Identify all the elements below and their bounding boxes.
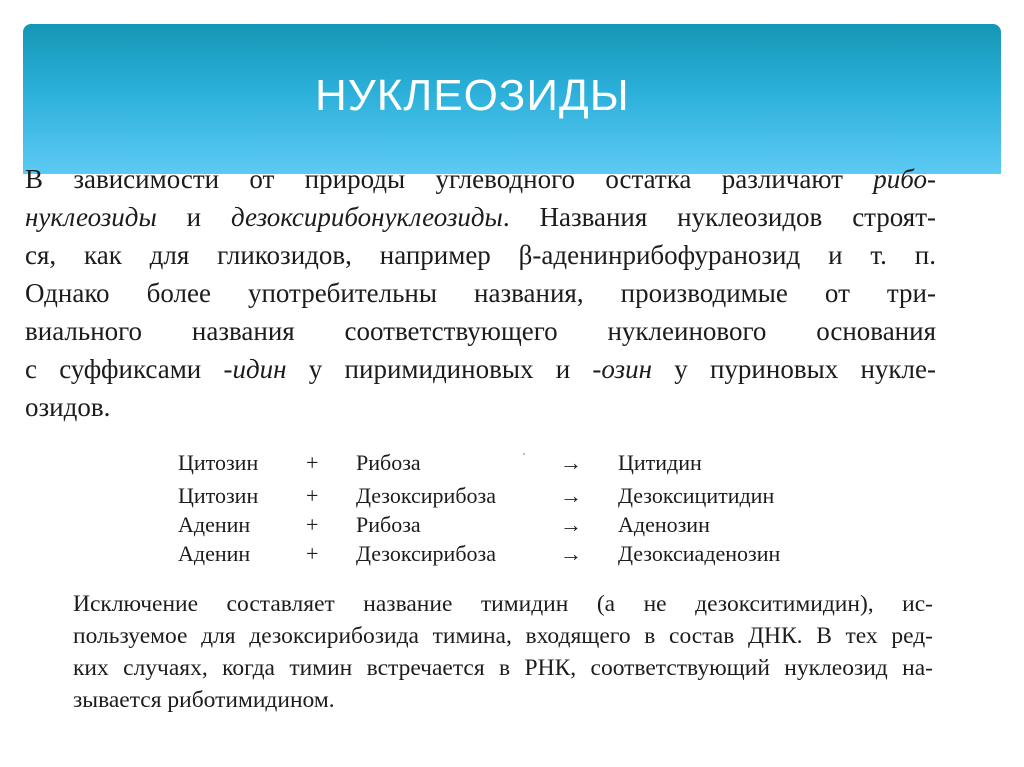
- paragraph-intro: [25, 160, 936, 426]
- paragraph-exception-line: зывается риботимидином.: [73, 687, 335, 713]
- reaction-product: Цитидин: [618, 450, 702, 475]
- reaction-plus: +: [306, 483, 319, 508]
- reaction-row: [178, 450, 818, 483]
- text-run: . Названия нуклеозидов строят-: [502, 202, 936, 232]
- reaction-arrow-icon: →: [560, 541, 582, 566]
- paragraph-intro-line: [25, 236, 936, 274]
- reaction-sugar: Рибоза: [356, 512, 421, 537]
- text-run: ся, как для гликозидов, например β-аденинрибофуранозид и т. п.: [25, 240, 936, 270]
- paragraph-intro-line: [25, 160, 936, 198]
- paragraph-intro-line: [25, 388, 936, 426]
- text-run: и: [156, 202, 231, 232]
- reaction-base: Аденин: [178, 541, 251, 566]
- text-run: у пуриновых нукле-: [651, 354, 936, 384]
- reaction-arrow-icon: →: [560, 512, 582, 537]
- reaction-sugar: Дезоксирибоза: [356, 541, 496, 566]
- reaction-product: Дезоксицитидин: [618, 483, 775, 508]
- reaction-arrow-icon: →: [560, 450, 582, 475]
- text-run: с суффиксами -: [25, 354, 233, 384]
- italic-term: дезоксирибонуклеозиды: [230, 202, 503, 232]
- slide-title: НУКЛЕОЗИДЫ: [315, 71, 630, 120]
- italic-term: озин: [601, 354, 652, 384]
- reaction-sugar: Рибоза: [356, 450, 421, 475]
- paragraph-exception-line: Исключение составляет название тимидин (а не дезокситимидин), ис-: [73, 591, 933, 617]
- text-run: виального названия соответствующего нуклеинового основания: [25, 316, 936, 346]
- text-run: озидов.: [25, 392, 111, 422]
- italic-term: идин: [232, 354, 287, 384]
- paragraph-exception: [73, 588, 933, 716]
- paragraph-intro-line: [25, 350, 936, 388]
- paragraph-exception-line: ких случаях, когда тимин встречается в РНК, соответствующий нуклеозид на-: [73, 655, 933, 681]
- paragraph-intro-line: [25, 312, 936, 350]
- reaction-plus: +: [306, 541, 319, 566]
- reaction-product: Аденозин: [618, 512, 710, 537]
- text-run: Однако более употребительны названия, производимые от три-: [25, 278, 936, 308]
- text-run: у пиримидиновых и -: [286, 354, 602, 384]
- reaction-base: Цитозин: [178, 483, 259, 508]
- reaction-row: [178, 512, 818, 541]
- reaction-sugar: Дезоксирибоза: [356, 483, 496, 508]
- reaction-product: Дезоксиаденозин: [618, 541, 781, 566]
- reaction-arrow-icon: →: [560, 483, 582, 508]
- reaction-row: [178, 541, 818, 570]
- reaction-plus: +: [306, 512, 319, 537]
- text-run: В зависимости от природы углеводного остатка различают: [25, 164, 874, 194]
- reactions-table: [178, 450, 818, 570]
- reaction-plus: +: [306, 450, 319, 475]
- reaction-base: Аденин: [178, 512, 251, 537]
- reaction-base: Цитозин: [178, 450, 259, 475]
- paragraph-intro-line: [25, 198, 936, 236]
- paragraph-exception-line: пользуемое для дезоксирибозида тимина, входящего в состав ДНК. В тех ред-: [73, 623, 933, 649]
- reaction-row: [178, 483, 818, 512]
- italic-term: рибо-: [873, 164, 936, 194]
- paragraph-intro-line: [25, 274, 936, 312]
- italic-term: нуклеозиды: [25, 202, 157, 232]
